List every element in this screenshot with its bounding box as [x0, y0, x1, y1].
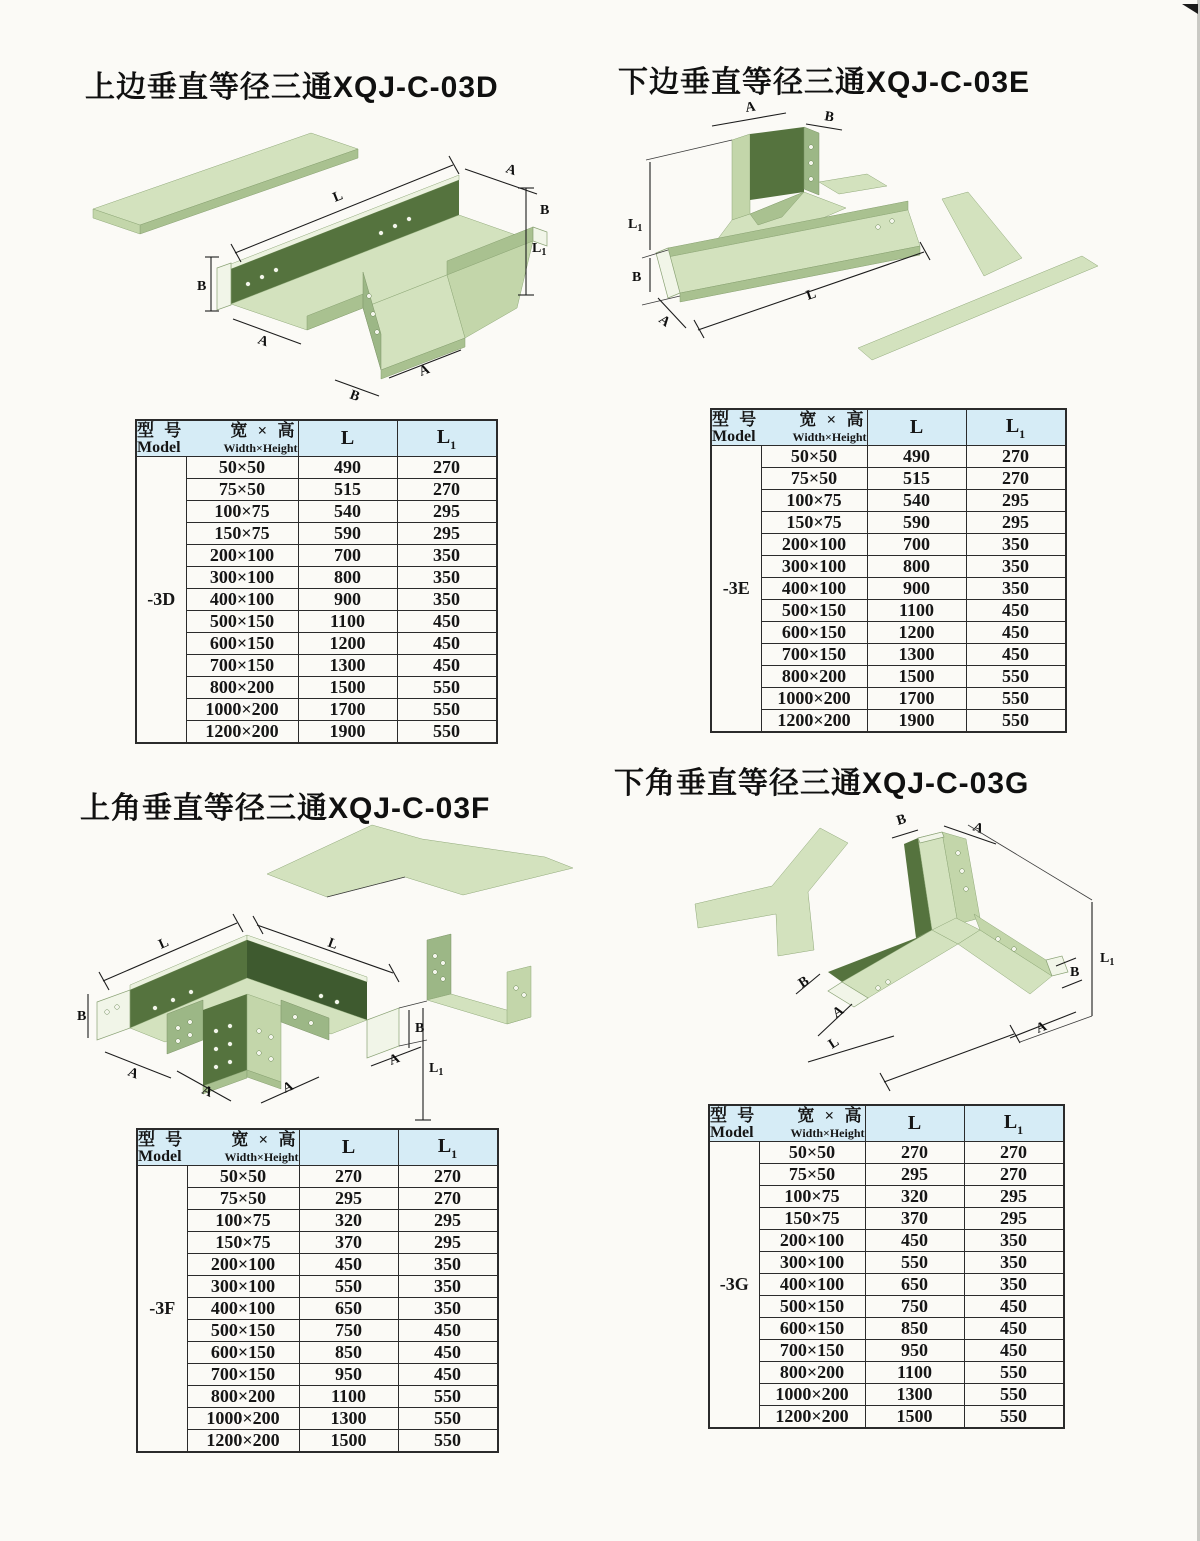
header-model-cn: 型 号	[710, 1106, 758, 1125]
l-cell: 1300	[867, 644, 966, 666]
table-header-row	[711, 409, 1066, 446]
l-cell: 370	[865, 1208, 964, 1230]
l1-cell: 550	[398, 1408, 498, 1430]
header-wh-cn: 宽 × 高	[799, 410, 867, 429]
section-title-03f: 上角垂直等径三通XQJ-C-03F	[80, 792, 491, 825]
size-cell: 50×50	[187, 1166, 299, 1188]
l-cell: 900	[867, 578, 966, 600]
size-cell: 500×150	[186, 611, 298, 633]
model-label: -3E	[711, 446, 761, 733]
l1-cell: 350	[966, 556, 1066, 578]
table-row	[711, 666, 1066, 688]
table-row	[136, 567, 497, 589]
size-cell: 300×100	[186, 567, 298, 589]
section-title-03d: 上边垂直等径三通XQJ-C-03D	[85, 71, 499, 104]
svg-text:L1: $L_1$	[628, 217, 643, 234]
section-title-03g: 下角垂直等径三通XQJ-C-03G	[614, 767, 1030, 800]
l-cell: 540	[298, 501, 397, 523]
l-cell: 1500	[299, 1430, 398, 1453]
l1-cell: 550	[966, 688, 1066, 710]
l1-cell: 450	[964, 1340, 1064, 1362]
l1-cell: 295	[397, 523, 497, 545]
l1-cell: 270	[966, 468, 1066, 490]
size-cell: 800×200	[759, 1362, 865, 1384]
l1-cell: 550	[966, 666, 1066, 688]
header-wh-cn: 宽 × 高	[230, 421, 298, 440]
table-row	[137, 1408, 498, 1430]
table-row	[711, 512, 1066, 534]
table-row	[711, 490, 1066, 512]
size-cell: 700×150	[759, 1340, 865, 1362]
svg-text:L: L	[826, 1034, 843, 1053]
l-cell: 850	[299, 1342, 398, 1364]
table-row	[136, 479, 497, 501]
table-row	[137, 1364, 498, 1386]
table-row	[711, 446, 1066, 468]
header-model-size	[137, 1129, 299, 1166]
l1-cell: 270	[397, 457, 497, 479]
size-cell: 150×75	[186, 523, 298, 545]
l-cell: 950	[299, 1364, 398, 1386]
l1-cell: 550	[397, 677, 497, 699]
svg-text:B: B	[540, 203, 550, 218]
table-row	[709, 1384, 1064, 1406]
header-model-en: Model	[712, 428, 756, 445]
header-model-cn: 型 号	[138, 1130, 186, 1149]
svg-text:A: A	[503, 161, 519, 180]
l-cell: 590	[867, 512, 966, 534]
l1-cell: 350	[397, 589, 497, 611]
l1-cell: 550	[397, 721, 497, 744]
size-cell: 1200×200	[186, 721, 298, 744]
table-row	[709, 1186, 1064, 1208]
header-model-en: Model	[710, 1124, 754, 1141]
l-cell: 750	[865, 1296, 964, 1318]
size-cell: 75×50	[761, 468, 867, 490]
l-cell: 1900	[867, 710, 966, 733]
table-row	[711, 622, 1066, 644]
svg-text:L1: $L_1$	[1100, 951, 1115, 968]
l-cell: 270	[865, 1142, 964, 1164]
l-cell: 295	[865, 1164, 964, 1186]
l-cell: 650	[865, 1274, 964, 1296]
table-row	[711, 600, 1066, 622]
table-row	[136, 545, 497, 567]
size-cell: 600×150	[759, 1318, 865, 1340]
l-cell: 550	[299, 1276, 398, 1298]
l-cell: 320	[865, 1186, 964, 1208]
l1-cell: 450	[398, 1364, 498, 1386]
l1-cell: 350	[397, 567, 497, 589]
svg-text:A: A	[417, 362, 432, 380]
svg-text:L1: $L_1$	[429, 1061, 444, 1078]
table-row	[137, 1166, 498, 1188]
header-model-size	[711, 409, 867, 446]
svg-text:B: B	[796, 973, 813, 992]
table-row	[709, 1230, 1064, 1252]
table-row	[711, 468, 1066, 490]
cover-plate	[267, 825, 573, 897]
l1-cell: 450	[397, 655, 497, 677]
size-cell: 500×150	[761, 600, 867, 622]
table-row	[709, 1406, 1064, 1429]
table-header-row	[709, 1105, 1064, 1142]
l-cell: 1500	[867, 666, 966, 688]
l-cell: 700	[298, 545, 397, 567]
size-cell: 1000×200	[186, 699, 298, 721]
l1-cell: 450	[966, 644, 1066, 666]
size-cell: 1000×200	[187, 1408, 299, 1430]
l1-cell: 295	[398, 1210, 498, 1232]
header-model-size	[136, 420, 298, 457]
header-model-cn: 型 号	[137, 421, 185, 440]
l-cell: 1100	[865, 1362, 964, 1384]
l1-cell: 350	[398, 1276, 498, 1298]
l1-cell: 350	[397, 545, 497, 567]
header-l1: $L_1$	[964, 1105, 1064, 1142]
size-cell: 1200×200	[187, 1430, 299, 1453]
size-cell: 400×100	[186, 589, 298, 611]
svg-text:A: A	[744, 99, 757, 116]
l1-cell: 350	[964, 1230, 1064, 1252]
size-cell: 1200×200	[761, 710, 867, 733]
l1-cell: 295	[964, 1208, 1064, 1230]
size-cell: 800×200	[761, 666, 867, 688]
size-cell: 100×75	[187, 1210, 299, 1232]
size-cell: 300×100	[759, 1252, 865, 1274]
svg-text:B: B	[823, 109, 836, 126]
header-model-size	[709, 1105, 865, 1142]
size-cell: 800×200	[187, 1386, 299, 1408]
table-row	[137, 1276, 498, 1298]
svg-text:A: A	[830, 1003, 847, 1022]
l-cell: 1700	[867, 688, 966, 710]
svg-text:A: A	[387, 1051, 402, 1069]
size-cell: 150×75	[187, 1232, 299, 1254]
size-cell: 150×75	[761, 512, 867, 534]
size-cell: 50×50	[186, 457, 298, 479]
size-cell: 200×100	[187, 1254, 299, 1276]
l1-cell: 350	[966, 534, 1066, 556]
svg-text:L: L	[156, 935, 172, 953]
svg-text:B: B	[197, 279, 207, 294]
drawing-03d	[85, 112, 555, 412]
model-label: -3G	[709, 1142, 759, 1429]
svg-text:L: L	[804, 286, 819, 304]
table-row	[137, 1430, 498, 1453]
drawing-03f	[75, 812, 575, 1134]
l1-cell: 350	[966, 578, 1066, 600]
l1-cell: 550	[966, 710, 1066, 733]
l1-cell: 350	[964, 1252, 1064, 1274]
l-cell: 515	[867, 468, 966, 490]
spec-table-03f	[136, 1128, 499, 1453]
table-row	[711, 578, 1066, 600]
table-row	[709, 1142, 1064, 1164]
header-l: L	[865, 1105, 964, 1142]
l1-cell: 550	[964, 1384, 1064, 1406]
size-cell: 50×50	[759, 1142, 865, 1164]
l-cell: 850	[865, 1318, 964, 1340]
size-cell: 600×150	[186, 633, 298, 655]
l-cell: 1200	[298, 633, 397, 655]
table-row	[136, 457, 497, 479]
l1-cell: 450	[964, 1318, 1064, 1340]
l1-cell: 295	[966, 490, 1066, 512]
l1-cell: 295	[397, 501, 497, 523]
l1-cell: 350	[398, 1298, 498, 1320]
l-cell: 450	[865, 1230, 964, 1252]
size-cell: 75×50	[186, 479, 298, 501]
size-cell: 100×75	[759, 1186, 865, 1208]
table-row	[136, 677, 497, 699]
size-cell: 200×100	[761, 534, 867, 556]
l-cell: 1100	[298, 611, 397, 633]
header-wh-en: Width×Height	[223, 441, 298, 455]
table-row	[137, 1254, 498, 1276]
l1-cell: 350	[964, 1274, 1064, 1296]
table-row	[711, 688, 1066, 710]
l1-cell: 270	[964, 1142, 1064, 1164]
l1-cell: 450	[966, 600, 1066, 622]
size-cell: 200×100	[759, 1230, 865, 1252]
l-cell: 370	[299, 1232, 398, 1254]
table-row	[136, 721, 497, 744]
l-cell: 540	[867, 490, 966, 512]
size-cell: 700×150	[187, 1364, 299, 1386]
drawing-03g	[680, 792, 1180, 1104]
size-cell: 100×75	[761, 490, 867, 512]
size-cell: 400×100	[187, 1298, 299, 1320]
l-cell: 490	[298, 457, 397, 479]
l1-cell: 550	[398, 1430, 498, 1453]
table-row	[709, 1274, 1064, 1296]
tee-body	[828, 832, 1068, 1007]
l-cell: 1100	[299, 1386, 398, 1408]
table-row	[137, 1320, 498, 1342]
size-cell: 700×150	[186, 655, 298, 677]
l1-cell: 295	[966, 512, 1066, 534]
l-cell: 1700	[298, 699, 397, 721]
table-row	[711, 534, 1066, 556]
svg-text:A: A	[199, 1082, 215, 1101]
l-cell: 1900	[298, 721, 397, 744]
size-cell: 1000×200	[759, 1384, 865, 1406]
mounting-bracket	[427, 934, 531, 1024]
l-cell: 950	[865, 1340, 964, 1362]
l-cell: 1300	[299, 1408, 398, 1430]
header-model-en: Model	[137, 439, 181, 456]
size-cell: 1200×200	[759, 1406, 865, 1429]
table-row	[136, 589, 497, 611]
l1-cell: 450	[397, 611, 497, 633]
size-cell: 150×75	[759, 1208, 865, 1230]
table-row	[709, 1296, 1064, 1318]
table-row	[711, 710, 1066, 733]
svg-text:L: L	[330, 188, 346, 206]
l-cell: 550	[865, 1252, 964, 1274]
table-header-row	[137, 1129, 498, 1166]
l-cell: 515	[298, 479, 397, 501]
header-l: L	[867, 409, 966, 446]
svg-text:A: A	[655, 312, 673, 331]
table-row	[136, 633, 497, 655]
l-cell: 800	[298, 567, 397, 589]
l-cell: 900	[298, 589, 397, 611]
size-cell: 600×150	[761, 622, 867, 644]
header-model-en: Model	[138, 1148, 182, 1165]
l-cell: 1300	[865, 1384, 964, 1406]
drawing-03e	[620, 100, 1165, 412]
header-wh-cn: 宽 × 高	[797, 1106, 865, 1125]
size-cell: 100×75	[186, 501, 298, 523]
section-title-03e: 下边垂直等径三通XQJ-C-03E	[618, 66, 1031, 99]
svg-text:B: B	[894, 811, 909, 829]
header-wh-cn: 宽 × 高	[231, 1130, 299, 1149]
size-cell: 75×50	[187, 1188, 299, 1210]
l1-cell: 550	[964, 1406, 1064, 1429]
table-row	[709, 1164, 1064, 1186]
header-l1: $L_1$	[966, 409, 1066, 446]
table-row	[709, 1362, 1064, 1384]
l-cell: 450	[299, 1254, 398, 1276]
table-row	[709, 1318, 1064, 1340]
header-l: L	[298, 420, 397, 457]
header-l1: $L_1$	[397, 420, 497, 457]
model-label: -3D	[136, 457, 186, 744]
size-cell: 600×150	[187, 1342, 299, 1364]
size-cell: 700×150	[761, 644, 867, 666]
l-cell: 650	[299, 1298, 398, 1320]
l1-cell: 450	[966, 622, 1066, 644]
size-cell: 400×100	[761, 578, 867, 600]
l-cell: 320	[299, 1210, 398, 1232]
l-cell: 700	[867, 534, 966, 556]
cover-plate	[695, 828, 848, 956]
l-cell: 1200	[867, 622, 966, 644]
spec-table-03d	[135, 419, 498, 744]
l-cell: 590	[298, 523, 397, 545]
table-row	[711, 644, 1066, 666]
svg-text:B: B	[1070, 965, 1080, 980]
table-row	[137, 1232, 498, 1254]
l1-cell: 270	[964, 1164, 1064, 1186]
svg-text:B: B	[415, 1021, 425, 1036]
table-row	[136, 699, 497, 721]
size-cell: 1000×200	[761, 688, 867, 710]
l-cell: 1500	[298, 677, 397, 699]
svg-text:L1: $L_1$	[532, 241, 547, 258]
table-row	[709, 1340, 1064, 1362]
svg-text:A: A	[1034, 1019, 1049, 1037]
table-row	[136, 501, 497, 523]
l-cell: 270	[299, 1166, 398, 1188]
tee-body	[217, 175, 550, 379]
header-l: L	[299, 1129, 398, 1166]
table-row	[137, 1210, 498, 1232]
l1-cell: 450	[397, 633, 497, 655]
l1-cell: 450	[964, 1296, 1064, 1318]
l1-cell: 270	[966, 446, 1066, 468]
table-row	[137, 1386, 498, 1408]
header-l1: $L_1$	[398, 1129, 498, 1166]
svg-text:A: A	[125, 1064, 141, 1083]
size-cell: 400×100	[759, 1274, 865, 1296]
size-cell: 500×150	[187, 1320, 299, 1342]
l-cell: 295	[299, 1188, 398, 1210]
table-row	[136, 655, 497, 677]
l-cell: 1300	[298, 655, 397, 677]
l1-cell: 270	[397, 479, 497, 501]
l-cell: 1100	[867, 600, 966, 622]
svg-text:L: L	[325, 935, 340, 953]
table-row	[137, 1298, 498, 1320]
l-cell: 750	[299, 1320, 398, 1342]
l-cell: 490	[867, 446, 966, 468]
model-label: -3F	[137, 1166, 187, 1453]
table-row	[709, 1252, 1064, 1274]
header-model-cn: 型 号	[712, 410, 760, 429]
svg-text:A: A	[280, 1078, 296, 1097]
size-cell: 50×50	[761, 446, 867, 468]
l1-cell: 350	[398, 1254, 498, 1276]
size-cell: 300×100	[187, 1276, 299, 1298]
svg-text:A: A	[970, 819, 986, 838]
table-row	[711, 556, 1066, 578]
spec-table-03g	[708, 1104, 1065, 1429]
spec-table-03e	[710, 408, 1067, 733]
size-cell: 800×200	[186, 677, 298, 699]
tee-body	[656, 127, 920, 302]
size-cell: 300×100	[761, 556, 867, 578]
l1-cell: 550	[397, 699, 497, 721]
l1-cell: 295	[964, 1186, 1064, 1208]
l-cell: 1500	[865, 1406, 964, 1429]
table-row	[137, 1188, 498, 1210]
size-cell: 75×50	[759, 1164, 865, 1186]
table-row	[709, 1208, 1064, 1230]
l1-cell: 450	[398, 1320, 498, 1342]
table-row	[137, 1342, 498, 1364]
size-cell: 200×100	[186, 545, 298, 567]
l1-cell: 270	[398, 1166, 498, 1188]
l-cell: 800	[867, 556, 966, 578]
scan-corner-artifact	[1182, 4, 1198, 14]
table-row	[136, 611, 497, 633]
header-wh-en: Width×Height	[224, 1150, 299, 1164]
svg-text:A: A	[255, 332, 271, 351]
l1-cell: 270	[398, 1188, 498, 1210]
header-wh-en: Width×Height	[792, 430, 867, 444]
svg-text:B: B	[632, 270, 642, 285]
svg-text:B: B	[347, 387, 362, 405]
size-cell: 500×150	[759, 1296, 865, 1318]
l1-cell: 450	[398, 1342, 498, 1364]
l1-cell: 550	[398, 1386, 498, 1408]
l1-cell: 295	[398, 1232, 498, 1254]
table-header-row	[136, 420, 497, 457]
svg-text:B: B	[77, 1009, 87, 1024]
l1-cell: 550	[964, 1362, 1064, 1384]
header-wh-en: Width×Height	[790, 1126, 865, 1140]
table-row	[136, 523, 497, 545]
